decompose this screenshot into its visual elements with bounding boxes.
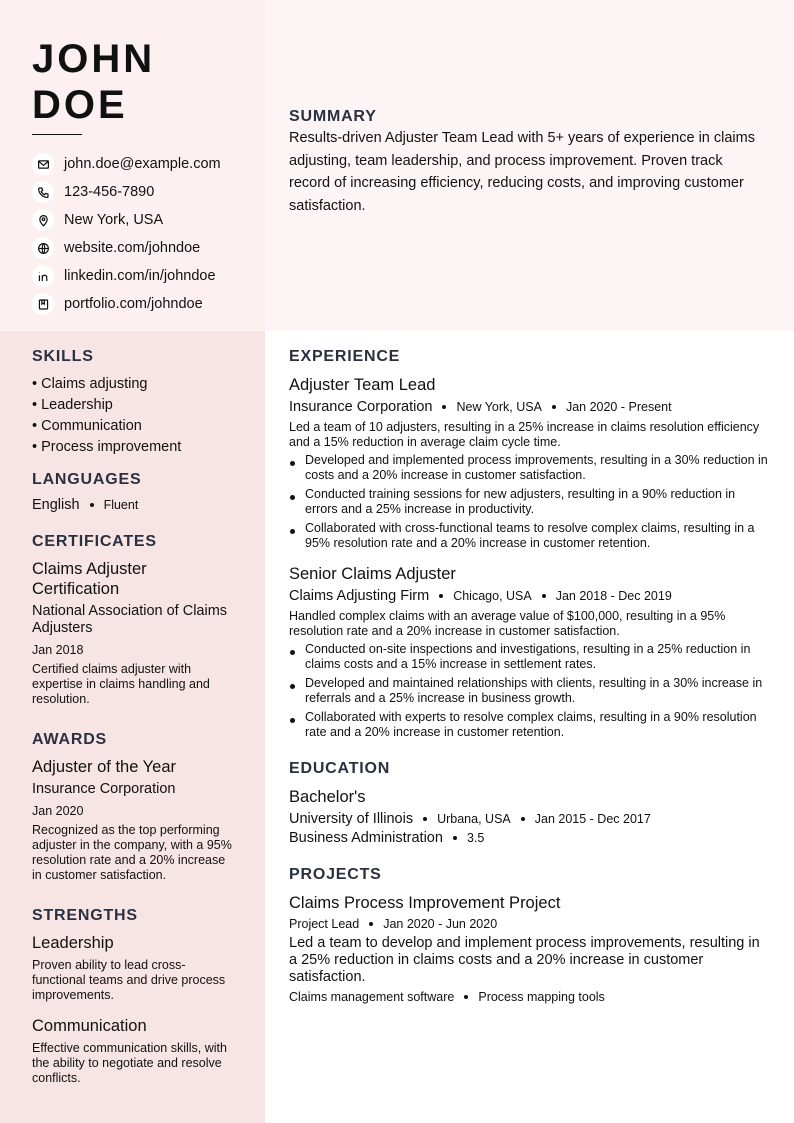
certificate-issuer: National Association of Claims Adjusters <box>32 603 228 636</box>
strengths-section <box>32 907 237 1086</box>
project-name: Claims Process Improvement Project <box>289 894 561 912</box>
contact-location <box>32 206 221 234</box>
contact-website-text: website.com/johndoe <box>64 240 201 256</box>
summary-text: Results-driven Adjuster Team Lead with 5+ years of experience in claims adjusting, team leadership, and process improvement. Proven track record of increasing efficiency, reducing costs, and improving customer satisfaction. <box>289 130 755 214</box>
mail-icon <box>32 153 54 175</box>
location-pin-icon <box>32 209 54 231</box>
job-description: Handled complex claims with an average value of $100,000, resulting in a 95% resolution rate and a 20% increase in customer satisfaction. <box>289 609 726 638</box>
candidate-name <box>32 36 155 128</box>
award-issuer: Insurance Corporation <box>32 781 176 797</box>
job-location: Chicago, USA <box>453 589 532 603</box>
certificate-name: Claims Adjuster Certification <box>32 560 147 598</box>
contact-phone-text: 123-456-7890 <box>64 184 155 200</box>
job-company: Claims Adjusting Firm <box>289 588 430 604</box>
languages-heading: LANGUAGES <box>32 471 142 488</box>
separator-dot <box>521 817 525 821</box>
award-description: Recognized as the top performing adjuster in the company, with a 95% resolution rate and a 20% increase in customer satisfaction. <box>32 823 232 882</box>
job-bullets <box>289 453 769 551</box>
education-field: Business Administration <box>289 830 443 846</box>
contact-phone[interactable] <box>32 178 221 206</box>
first-name: JOHN <box>32 37 156 81</box>
project-meta <box>289 917 769 931</box>
contact-email[interactable] <box>32 150 221 178</box>
award-name: Adjuster of the Year <box>32 758 177 776</box>
skill-item: • Claims adjusting <box>32 376 148 392</box>
contact-location-text: New York, USA <box>64 212 164 228</box>
language-item <box>32 497 237 513</box>
education-heading: EDUCATION <box>289 760 391 777</box>
strength-name: Leadership <box>32 934 114 952</box>
job-bullet: Conducted on-site inspections and investigations, resulting in a 25% reduction in claims costs and a 15% increase in settlement rates. <box>289 642 769 672</box>
job-bullet: Conducted training sessions for new adjusters, resulting in a 90% reduction in errors and a 25% increase in productivity. <box>289 487 769 517</box>
separator-dot <box>369 922 373 926</box>
languages-section <box>32 471 237 513</box>
certificates-heading: CERTIFICATES <box>32 533 157 550</box>
projects-heading: PROJECTS <box>289 866 382 883</box>
project-dates: Jan 2020 - Jun 2020 <box>383 917 498 931</box>
certificate-description: Certified claims adjuster with expertise in claims handling and resolution. <box>32 662 210 706</box>
language-level: Fluent <box>103 498 139 512</box>
job-entry <box>289 375 769 551</box>
education-gpa: 3.5 <box>466 831 485 845</box>
education-field-row <box>289 830 769 846</box>
job-bullet: Developed and implemented process improvements, resulting in a 30% reduction in costs and a 20% increase in customer satisfaction. <box>289 453 769 483</box>
phone-icon <box>32 181 54 203</box>
project-tool: Process mapping tools <box>478 990 605 1004</box>
job-description: Led a team of 10 adjusters, resulting in a 25% increase in claims resolution efficiency and a 15% reduction in average claim cycle time. <box>289 420 760 449</box>
job-dates: Jan 2020 - Present <box>565 400 672 414</box>
job-location: New York, USA <box>456 400 542 414</box>
separator-dot <box>552 405 556 409</box>
education-meta <box>289 811 769 827</box>
contact-linkedin-text: linkedin.com/in/johndoe <box>64 268 216 284</box>
projects-section <box>289 866 769 1004</box>
strength-description: Proven ability to lead cross-functional teams and drive process improvements. <box>32 958 226 1002</box>
name-divider <box>32 134 82 135</box>
job-title: Senior Claims Adjuster <box>289 565 456 583</box>
summary-section <box>289 108 759 217</box>
right-column <box>289 348 769 1004</box>
skills-heading: SKILLS <box>32 348 94 365</box>
strengths-heading: STRENGTHS <box>32 907 138 924</box>
certificate-date: Jan 2018 <box>32 643 84 657</box>
job-title: Adjuster Team Lead <box>289 376 436 394</box>
job-bullet: Collaborated with experts to resolve complex claims, resulting in a 90% resolution rate and a 20% increase in customer retention. <box>289 710 769 740</box>
project-tool: Claims management software <box>289 990 455 1004</box>
education-section <box>289 760 769 846</box>
award-date: Jan 2020 <box>32 804 84 818</box>
contact-website[interactable] <box>32 234 221 262</box>
job-meta <box>289 399 769 415</box>
job-dates: Jan 2018 - Dec 2019 <box>555 589 672 603</box>
separator-dot <box>90 503 94 507</box>
skill-item: • Communication <box>32 418 142 434</box>
strength-description: Effective communication skills, with the ability to negotiate and resolve conflicts. <box>32 1041 227 1085</box>
separator-dot <box>542 594 546 598</box>
education-dates: Jan 2015 - Dec 2017 <box>534 812 651 826</box>
job-company: Insurance Corporation <box>289 399 433 415</box>
skill-item: • Leadership <box>32 397 113 413</box>
project-tools <box>289 990 769 1004</box>
education-school: University of Illinois <box>289 811 414 827</box>
separator-dot <box>442 405 446 409</box>
job-entry <box>289 564 769 740</box>
separator-dot <box>423 817 427 821</box>
certificates-section <box>32 533 237 707</box>
last-name: DOE <box>32 83 128 127</box>
job-bullets <box>289 642 769 740</box>
awards-heading: AWARDS <box>32 731 108 748</box>
job-bullet: Developed and maintained relationships with clients, resulting in a 30% increase in referrals and a 25% increase in business growth. <box>289 676 769 706</box>
education-degree: Bachelor's <box>289 788 366 806</box>
bookmark-icon <box>32 293 54 315</box>
summary-heading: SUMMARY <box>289 108 377 125</box>
education-location: Urbana, USA <box>437 812 511 826</box>
left-column <box>32 348 237 1086</box>
project-role: Project Lead <box>289 917 360 931</box>
contact-list <box>32 150 221 318</box>
strength-name: Communication <box>32 1017 147 1035</box>
job-meta <box>289 588 769 604</box>
contact-portfolio[interactable] <box>32 290 221 318</box>
contact-linkedin[interactable] <box>32 262 221 290</box>
contact-portfolio-text: portfolio.com/johndoe <box>64 296 203 312</box>
job-bullet: Collaborated with cross-functional teams to resolve complex claims, resulting in a 95% resolution rate and a 20% increase in customer retention. <box>289 521 769 551</box>
separator-dot <box>453 836 457 840</box>
globe-icon <box>32 237 54 259</box>
experience-section <box>289 348 769 740</box>
language-name: English <box>32 497 80 513</box>
separator-dot <box>464 995 468 999</box>
separator-dot <box>439 594 443 598</box>
skill-item: • Process improvement <box>32 439 182 455</box>
experience-heading: EXPERIENCE <box>289 348 401 365</box>
project-description: Led a team to develop and implement process improvements, resulting in a 25% reduction in claims costs and a 20% increase in customer satisfaction. <box>289 935 760 985</box>
skills-section <box>32 348 237 458</box>
contact-email-text: john.doe@example.com <box>64 156 221 172</box>
awards-section <box>32 731 237 883</box>
linkedin-icon <box>32 265 54 287</box>
